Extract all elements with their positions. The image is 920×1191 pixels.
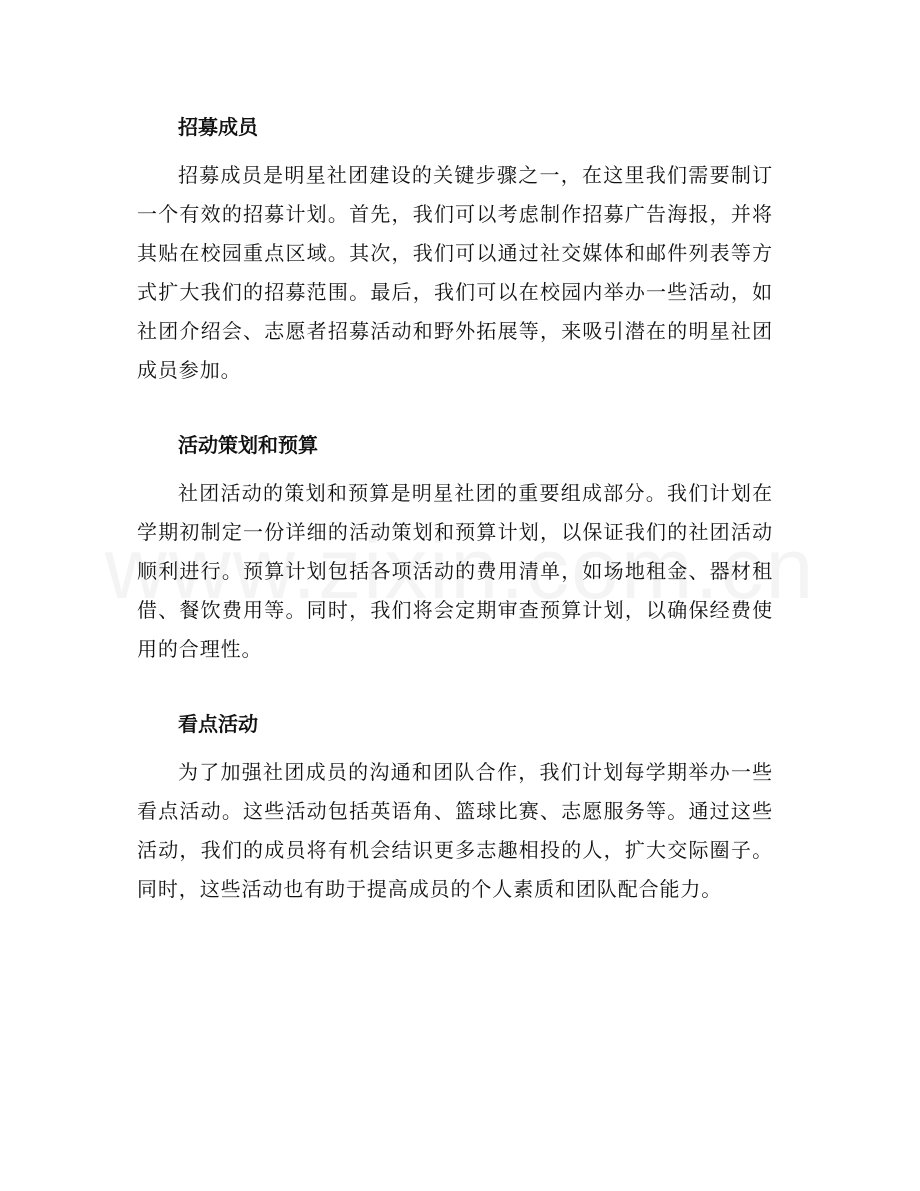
section-heading: 招募成员 bbox=[178, 115, 258, 139]
section-recruit-members bbox=[137, 103, 773, 390]
document-body bbox=[137, 103, 773, 940]
section-paragraph: 社团活动的策划和预算是明星社团的重要组成部分。我们计划在学期初制定一份详细的活动策划和预算计划，以保证我们的社团活动顺利进行。预算计划包括各项活动的费用清单，如场地租金、器材租借、餐饮费用等。同时，我们将会定期审查预算计划，以确保经费使用的合理性。 bbox=[137, 481, 773, 661]
section-heading: 活动策划和预算 bbox=[178, 433, 318, 457]
section-highlight-activities bbox=[137, 700, 773, 909]
section-heading: 看点活动 bbox=[178, 712, 258, 736]
section-activity-planning-budget bbox=[137, 421, 773, 669]
section-paragraph: 招募成员是明星社团建设的关键步骤之一，在这里我们需要制订一个有效的招募计划。首先，我们可以考虑制作招募广告海报，并将其贴在校园重点区域。其次，我们可以通过社交媒体和邮件列表等方式扩大我们的招募范围。最后，我们可以在校园内举办一些活动，如社团介绍会、志愿者招募活动和野外拓展等，来吸引潜在的明星社团成员参加。 bbox=[137, 163, 773, 382]
section-paragraph: 为了加强社团成员的沟通和团队合作，我们计划每学期举办一些看点活动。这些活动包括英语角、篮球比赛、志愿服务等。通过这些活动，我们的成员将有机会结识更多志趣相投的人，扩大交际圈子。同时，这些活动也有助于提高成员的个人素质和团队配合能力。 bbox=[137, 760, 773, 901]
